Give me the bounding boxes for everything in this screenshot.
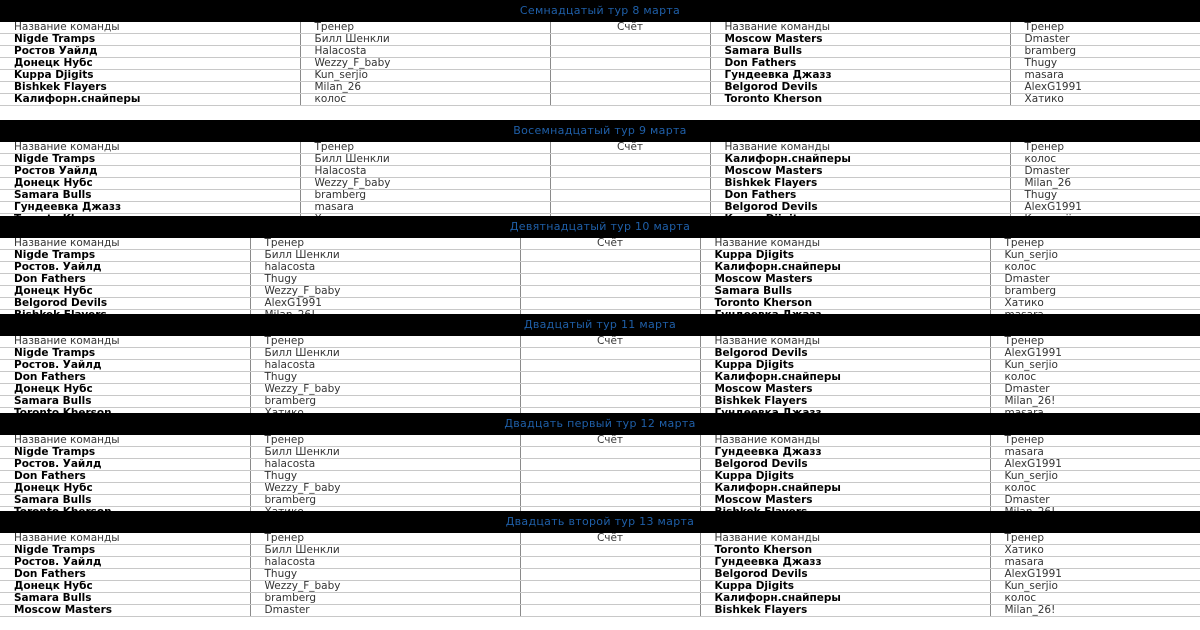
header-team: Название команды (0, 22, 300, 34)
away-team: Калифорн.снайперы (710, 154, 1010, 166)
away-team: Samara Bulls (710, 46, 1010, 58)
score-cell (550, 94, 710, 106)
fixtures-table (0, 142, 1200, 226)
away-team: Гундеевка Джазз (700, 557, 990, 569)
header-coach: Тренер (250, 533, 520, 545)
away-coach: Хатико (990, 545, 1200, 557)
away-coach: masara (990, 447, 1200, 459)
away-coach: bramberg (990, 286, 1200, 298)
score-cell (520, 447, 700, 459)
away-coach: колос (1010, 154, 1200, 166)
home-team: Донецк Нубс (0, 384, 250, 396)
away-team: Kuppa Djigits (700, 250, 990, 262)
home-team: Ростов. Уайлд (0, 262, 250, 274)
header-team: Название команды (700, 238, 990, 250)
round-title: Девятнадцатый тур 10 марта (0, 216, 1200, 238)
table-row (0, 46, 1200, 58)
score-cell (550, 178, 710, 190)
score-cell (520, 262, 700, 274)
table-header-row (0, 142, 1200, 154)
header-team: Название команды (0, 533, 250, 545)
home-coach: Wezzy_F_baby (250, 581, 520, 593)
home-team: Ростов. Уайлд (0, 557, 250, 569)
away-team: Moscow Masters (700, 495, 990, 507)
home-team: Samara Bulls (0, 396, 250, 408)
home-team: Nigde Tramps (0, 348, 250, 360)
away-team: Moscow Masters (700, 384, 990, 396)
home-coach: Билл Шенкли (250, 447, 520, 459)
away-team: Toronto Kherson (710, 94, 1010, 106)
header-team: Название команды (700, 435, 990, 447)
table-row (0, 34, 1200, 46)
home-coach: Dmaster (250, 605, 520, 617)
away-team: Гундеевка Джазз (710, 70, 1010, 82)
header-coach: Тренер (250, 336, 520, 348)
away-coach: AlexG1991 (990, 569, 1200, 581)
home-team: Донецк Нубс (0, 286, 250, 298)
away-team: Калифорн.снайперы (700, 483, 990, 495)
away-coach: Dmaster (1010, 34, 1200, 46)
score-cell (520, 274, 700, 286)
home-coach: Билл Шенкли (300, 154, 550, 166)
header-score: Счёт (550, 22, 710, 34)
away-team: Belgorod Devils (700, 459, 990, 471)
score-cell (550, 34, 710, 46)
table-row (0, 593, 1200, 605)
header-coach: Тренер (990, 238, 1200, 250)
table-row (0, 298, 1200, 310)
table-row (0, 58, 1200, 70)
table-row (0, 471, 1200, 483)
header-team: Название команды (710, 22, 1010, 34)
home-coach: bramberg (250, 396, 520, 408)
away-team: Belgorod Devils (700, 569, 990, 581)
home-team: Донецк Нубс (0, 178, 300, 190)
header-team: Название команды (0, 238, 250, 250)
home-team: Донецк Нубс (0, 581, 250, 593)
score-cell (520, 348, 700, 360)
away-team: Гундеевка Джазз (700, 447, 990, 459)
away-coach: колос (990, 483, 1200, 495)
home-team: Don Fathers (0, 372, 250, 384)
away-team: Bishkek Flayers (700, 605, 990, 617)
fixtures-table (0, 336, 1200, 420)
home-coach: Halacosta (300, 46, 550, 58)
header-coach: Тренер (250, 238, 520, 250)
home-team: Bishkek Flayers (0, 82, 300, 94)
header-team: Название команды (710, 142, 1010, 154)
table-header-row (0, 435, 1200, 447)
away-coach: Kun_serjio (990, 250, 1200, 262)
score-cell (550, 82, 710, 94)
home-team: Nigde Tramps (0, 250, 250, 262)
away-team: Belgorod Devils (710, 202, 1010, 214)
away-team: Калифорн.снайперы (700, 372, 990, 384)
away-coach: Хатико (1010, 94, 1200, 106)
away-coach: Kun_serjio (990, 360, 1200, 372)
table-row (0, 274, 1200, 286)
table-row (0, 569, 1200, 581)
table-row (0, 94, 1200, 106)
score-cell (520, 298, 700, 310)
score-cell (520, 483, 700, 495)
home-team: Don Fathers (0, 569, 250, 581)
away-coach: masara (1010, 70, 1200, 82)
home-coach: Thugy (250, 372, 520, 384)
home-team: Samara Bulls (0, 190, 300, 202)
round-block (0, 120, 1200, 226)
table-row (0, 372, 1200, 384)
header-score: Счёт (520, 238, 700, 250)
home-team: Ростов Уайлд (0, 46, 300, 58)
away-coach: Dmaster (990, 274, 1200, 286)
table-row (0, 605, 1200, 617)
away-coach: колос (990, 372, 1200, 384)
home-coach: halacosta (250, 262, 520, 274)
table-row (0, 581, 1200, 593)
away-coach: masara (990, 557, 1200, 569)
score-cell (520, 372, 700, 384)
score-cell (520, 593, 700, 605)
away-coach: Dmaster (990, 384, 1200, 396)
table-row (0, 483, 1200, 495)
home-team: Ростов. Уайлд (0, 360, 250, 372)
table-row (0, 459, 1200, 471)
home-coach: колос (300, 94, 550, 106)
fixtures-table (0, 435, 1200, 519)
table-row (0, 154, 1200, 166)
home-team: Nigde Tramps (0, 545, 250, 557)
away-team: Don Fathers (710, 190, 1010, 202)
round-title: Восемнадцатый тур 9 марта (0, 120, 1200, 142)
away-coach: AlexG1991 (990, 459, 1200, 471)
header-coach: Тренер (300, 22, 550, 34)
round-block (0, 511, 1200, 617)
home-coach: Билл Шенкли (250, 348, 520, 360)
away-team: Kuppa Djigits (700, 360, 990, 372)
table-row (0, 82, 1200, 94)
score-cell (550, 58, 710, 70)
round-block (0, 314, 1200, 420)
score-cell (520, 384, 700, 396)
home-coach: Wezzy_F_baby (250, 483, 520, 495)
away-coach: Thugy (1010, 190, 1200, 202)
home-coach: masara (300, 202, 550, 214)
away-coach: Thugy (1010, 58, 1200, 70)
table-row (0, 190, 1200, 202)
home-coach: Wezzy_F_baby (300, 58, 550, 70)
home-team: Ростов. Уайлд (0, 459, 250, 471)
table-row (0, 545, 1200, 557)
home-team: Донецк Нубс (0, 483, 250, 495)
home-team: Samara Bulls (0, 495, 250, 507)
away-coach: Milan_26! (990, 605, 1200, 617)
home-team: Moscow Masters (0, 605, 250, 617)
header-score: Счёт (520, 435, 700, 447)
home-coach: Билл Шенкли (250, 545, 520, 557)
table-row (0, 557, 1200, 569)
score-cell (520, 471, 700, 483)
away-team: Samara Bulls (700, 286, 990, 298)
header-team: Название команды (0, 336, 250, 348)
score-cell (520, 569, 700, 581)
table-row (0, 202, 1200, 214)
round-block (0, 0, 1200, 106)
home-coach: bramberg (250, 495, 520, 507)
home-coach: Wezzy_F_baby (250, 286, 520, 298)
home-team: Samara Bulls (0, 593, 250, 605)
away-team: Bishkek Flayers (710, 178, 1010, 190)
away-team: Don Fathers (710, 58, 1010, 70)
score-cell (550, 70, 710, 82)
score-cell (520, 459, 700, 471)
away-team: Toronto Kherson (700, 298, 990, 310)
header-coach: Тренер (990, 533, 1200, 545)
home-coach: halacosta (250, 459, 520, 471)
header-coach: Тренер (1010, 22, 1200, 34)
home-team: Донецк Нубс (0, 58, 300, 70)
fixtures-table (0, 22, 1200, 106)
score-cell (550, 166, 710, 178)
home-team: Nigde Tramps (0, 154, 300, 166)
fixtures-table (0, 238, 1200, 322)
table-row (0, 70, 1200, 82)
home-coach: Билл Шенкли (300, 34, 550, 46)
header-team: Название команды (0, 142, 300, 154)
away-coach: Kun_serjio (990, 471, 1200, 483)
round-block (0, 216, 1200, 322)
home-coach: Thugy (250, 569, 520, 581)
home-team: Гундеевка Джазз (0, 202, 300, 214)
table-row (0, 495, 1200, 507)
away-team: Калифорн.снайперы (700, 593, 990, 605)
header-score: Счёт (520, 533, 700, 545)
table-row (0, 396, 1200, 408)
score-cell (550, 190, 710, 202)
round-title: Двадцать второй тур 13 марта (0, 511, 1200, 533)
home-team: Don Fathers (0, 471, 250, 483)
away-coach: Dmaster (990, 495, 1200, 507)
away-team: Toronto Kherson (700, 545, 990, 557)
header-coach: Тренер (250, 435, 520, 447)
table-row (0, 384, 1200, 396)
score-cell (520, 495, 700, 507)
away-coach: AlexG1991 (1010, 82, 1200, 94)
header-score: Счёт (520, 336, 700, 348)
table-row (0, 360, 1200, 372)
table-row (0, 250, 1200, 262)
table-row (0, 166, 1200, 178)
away-coach: Хатико (990, 298, 1200, 310)
away-coach: Dmaster (1010, 166, 1200, 178)
home-coach: Thugy (250, 471, 520, 483)
away-coach: Milan_26 (1010, 178, 1200, 190)
home-team: Nigde Tramps (0, 34, 300, 46)
home-coach: Wezzy_F_baby (250, 384, 520, 396)
home-coach: bramberg (300, 190, 550, 202)
home-team: Belgorod Devils (0, 298, 250, 310)
away-coach: AlexG1991 (990, 348, 1200, 360)
header-coach: Тренер (990, 435, 1200, 447)
header-coach: Тренер (990, 336, 1200, 348)
away-coach: Milan_26! (990, 396, 1200, 408)
table-header-row (0, 533, 1200, 545)
table-header-row (0, 238, 1200, 250)
header-team: Название команды (700, 336, 990, 348)
round-title: Семнадцатый тур 8 марта (0, 0, 1200, 22)
away-team: Калифорн.снайперы (700, 262, 990, 274)
score-cell (520, 360, 700, 372)
away-team: Belgorod Devils (710, 82, 1010, 94)
home-team: Калифорн.снайперы (0, 94, 300, 106)
table-header-row (0, 22, 1200, 34)
header-score: Счёт (550, 142, 710, 154)
table-row (0, 178, 1200, 190)
round-title: Двадцать первый тур 12 марта (0, 413, 1200, 435)
score-cell (520, 286, 700, 298)
table-row (0, 447, 1200, 459)
away-team: Moscow Masters (710, 34, 1010, 46)
table-header-row (0, 336, 1200, 348)
away-coach: колос (990, 262, 1200, 274)
home-team: Don Fathers (0, 274, 250, 286)
table-row (0, 286, 1200, 298)
table-row (0, 348, 1200, 360)
away-team: Kuppa Djigits (700, 581, 990, 593)
header-team: Название команды (700, 533, 990, 545)
home-coach: halacosta (250, 360, 520, 372)
home-coach: Wezzy_F_baby (300, 178, 550, 190)
round-block (0, 413, 1200, 519)
home-team: Ростов Уайлд (0, 166, 300, 178)
round-title: Двадцатый тур 11 марта (0, 314, 1200, 336)
home-coach: AlexG1991 (250, 298, 520, 310)
home-coach: Halacosta (300, 166, 550, 178)
away-team: Kuppa Djigits (700, 471, 990, 483)
home-coach: bramberg (250, 593, 520, 605)
score-cell (520, 250, 700, 262)
away-coach: AlexG1991 (1010, 202, 1200, 214)
away-team: Belgorod Devils (700, 348, 990, 360)
score-cell (520, 581, 700, 593)
home-coach: Thugy (250, 274, 520, 286)
home-coach: halacosta (250, 557, 520, 569)
home-team: Nigde Tramps (0, 447, 250, 459)
away-team: Bishkek Flayers (700, 396, 990, 408)
score-cell (520, 545, 700, 557)
home-team: Kuppa Djigits (0, 70, 300, 82)
score-cell (520, 605, 700, 617)
away-coach: колос (990, 593, 1200, 605)
score-cell (550, 46, 710, 58)
away-team: Moscow Masters (700, 274, 990, 286)
home-coach: Kun_serjio (300, 70, 550, 82)
score-cell (520, 557, 700, 569)
away-team: Moscow Masters (710, 166, 1010, 178)
fixtures-table (0, 533, 1200, 617)
away-coach: Kun_serjio (990, 581, 1200, 593)
away-coach: bramberg (1010, 46, 1200, 58)
home-coach: Milan_26 (300, 82, 550, 94)
score-cell (520, 396, 700, 408)
score-cell (550, 202, 710, 214)
header-coach: Тренер (1010, 142, 1200, 154)
home-coach: Билл Шенкли (250, 250, 520, 262)
table-row (0, 262, 1200, 274)
header-coach: Тренер (300, 142, 550, 154)
header-team: Название команды (0, 435, 250, 447)
score-cell (550, 154, 710, 166)
